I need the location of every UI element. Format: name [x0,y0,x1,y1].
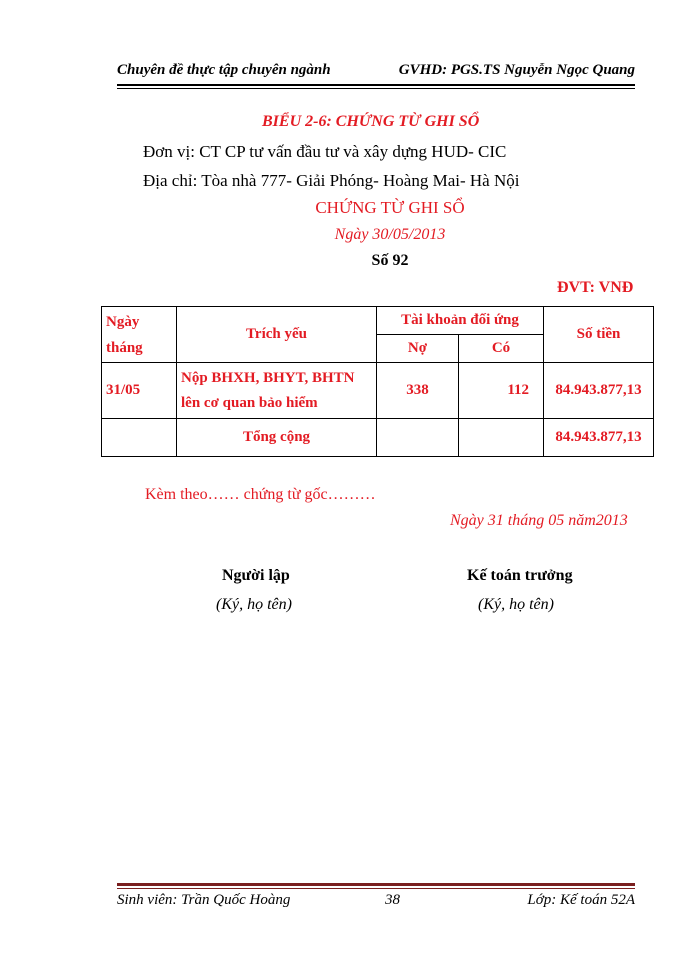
preparer-sign-note: (Ký, họ tên) [216,596,292,613]
voucher-number: Số 92 [371,252,409,269]
currency-unit: ĐVT: VNĐ [557,279,634,296]
row-description-line2: lên cơ quan bảo hiểm [181,394,318,411]
table-header-row [102,307,654,335]
header-rule [117,84,635,86]
footer-rule-thin [117,888,635,889]
voucher-table [101,306,654,457]
chief-accountant-title: Kế toán trưởng [467,567,573,584]
total-empty-debit [377,419,459,457]
unit-line: Đơn vị: CT CP tư vấn đầu tư và xây dựng HUD- CIC [143,142,507,161]
description-header: Trích yếu [177,307,377,363]
total-empty-date [102,419,177,457]
row-amount: 84.943.877,13 [544,363,654,419]
preparer-title: Người lập [222,567,290,584]
row-description-line1: Nộp BHXH, BHYT, BHTN [181,369,355,386]
chief-accountant-sign-note: (Ký, họ tên) [478,596,554,613]
voucher-date: Ngày 30/05/2013 [334,226,446,243]
table-row [102,363,654,419]
voucher-title: CHỨNG TỪ GHI SỔ [315,198,465,217]
total-label: Tổng cộng [177,419,377,457]
amount-header: Số tiền [544,307,654,363]
date-header [102,307,177,363]
page-header [117,60,635,82]
row-credit: 112 [459,363,544,419]
header-topic: Chuyên đề thực tập chuyên ngành [117,62,331,78]
header-supervisor: GVHD: PGS.TS Nguyễn Ngọc Quang [398,62,635,78]
header-rule-thin [117,88,635,89]
row-date: 31/05 [102,363,177,419]
sign-date: Ngày 31 tháng 05 năm2013 [450,512,628,529]
footer-rule [117,883,635,886]
total-amount: 84.943.877,13 [544,419,654,457]
date-header-line1: Ngày [106,314,140,330]
row-debit: 338 [377,363,459,419]
row-description [177,363,377,419]
page-footer [117,892,635,912]
address-line: Địa chỉ: Tòa nhà 777- Giải Phóng- Hoàng Mai- Hà Nội [143,171,520,190]
credit-header: Có [459,335,544,363]
debit-header: Nợ [377,335,459,363]
accounts-header: Tài khoản đối ứng [377,307,544,335]
footer-page-number: 38 [385,892,400,908]
footer-class: Lớp: Kế toán 52A [527,892,635,908]
total-row [102,419,654,457]
date-header-line2: tháng [106,340,143,356]
total-empty-credit [459,419,544,457]
footer-student: Sinh viên: Trần Quốc Hoàng [117,892,291,908]
exhibit-title: BIỂU 2-6: CHỨNG TỪ GHI SỔ [262,113,480,130]
attachments-line: Kèm theo…… chứng từ gốc……… [145,486,376,503]
